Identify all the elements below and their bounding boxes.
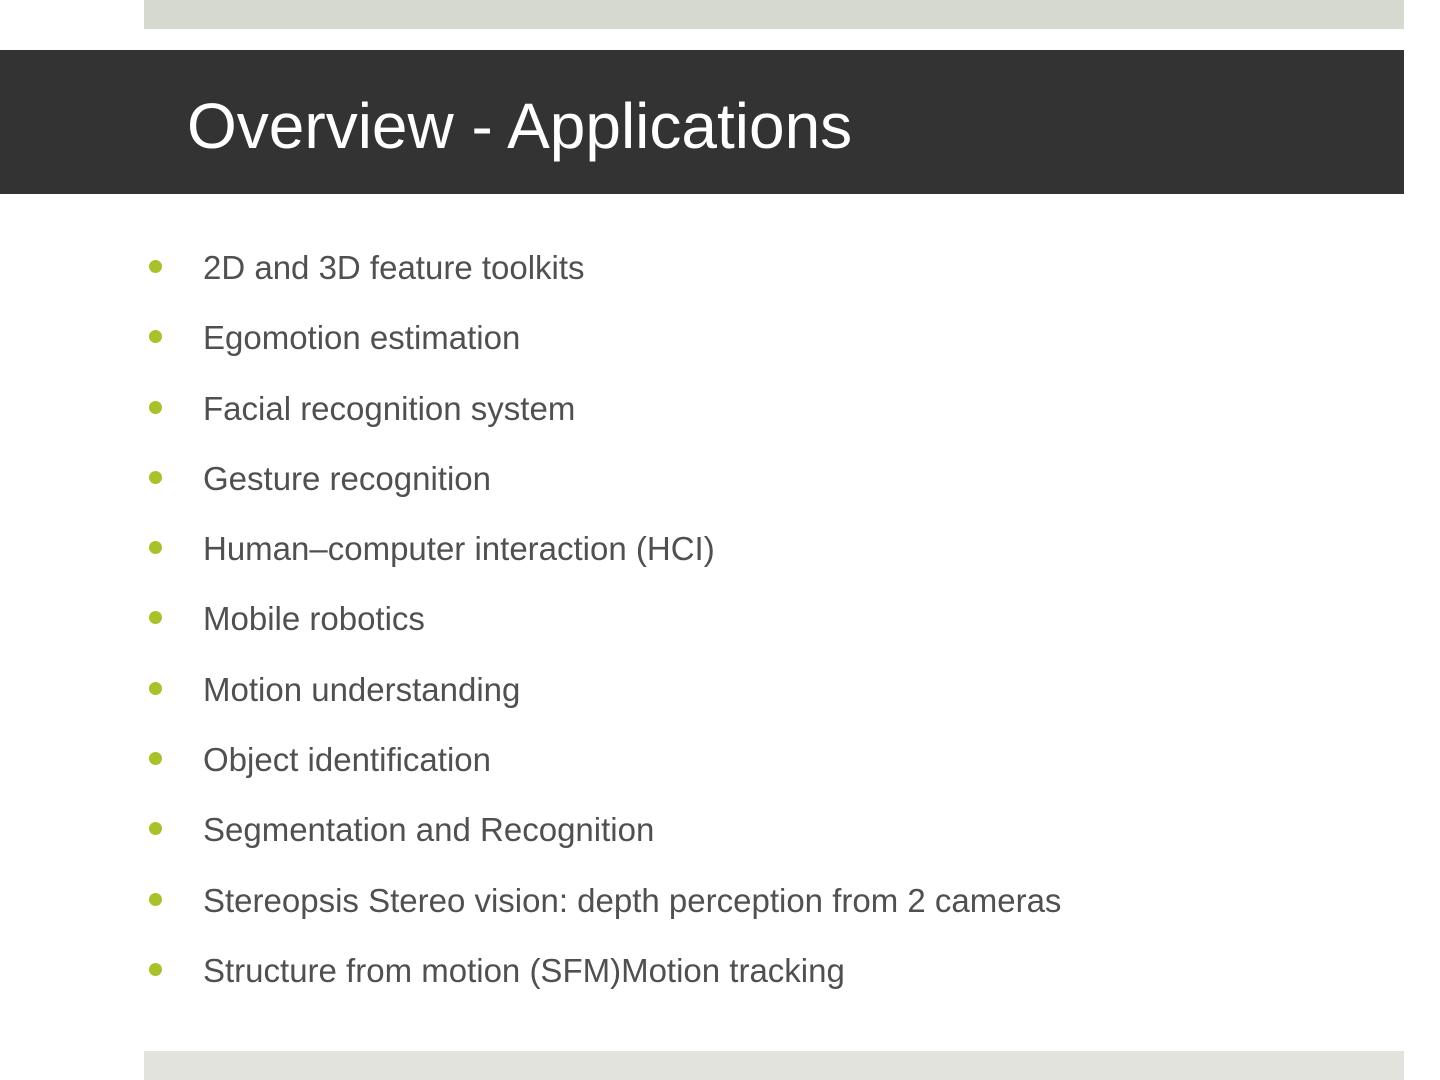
bullet-text: Human–computer interaction (HCI) (203, 530, 715, 568)
bullet-dot-icon (149, 752, 162, 765)
bullet-dot-icon (149, 963, 162, 976)
bullet-text: Segmentation and Recognition (203, 811, 655, 849)
bullet-dot-icon (149, 611, 162, 624)
bullet-text: Motion understanding (203, 670, 521, 708)
bullet-dot-icon (149, 822, 162, 835)
bullet-text: Mobile robotics (203, 600, 425, 638)
bullet-text: Structure from motion (SFM)Motion tracking (203, 951, 845, 989)
bullet-dot-icon (149, 260, 162, 273)
bullet-dot-icon (149, 401, 162, 414)
bullet-text: Stereopsis Stereo vision: depth perception from 2 cameras (203, 881, 1062, 919)
bullet-dot-icon (149, 471, 162, 484)
bottom-decorative-strip (144, 1051, 1404, 1080)
bullet-dot-icon (149, 330, 162, 343)
bullet-text: Object identification (203, 741, 491, 779)
top-decorative-strip (144, 0, 1404, 29)
bullet-text: Facial recognition system (203, 389, 576, 427)
bullet-text: Egomotion estimation (203, 319, 521, 357)
bullet-dot-icon (149, 893, 162, 906)
bullet-text: Gesture recognition (203, 459, 491, 497)
bullet-dot-icon (149, 541, 162, 554)
bullet-text: 2D and 3D feature toolkits (203, 249, 585, 286)
bullet-dot-icon (149, 682, 162, 695)
slide-title: Overview - Applications (187, 90, 853, 162)
